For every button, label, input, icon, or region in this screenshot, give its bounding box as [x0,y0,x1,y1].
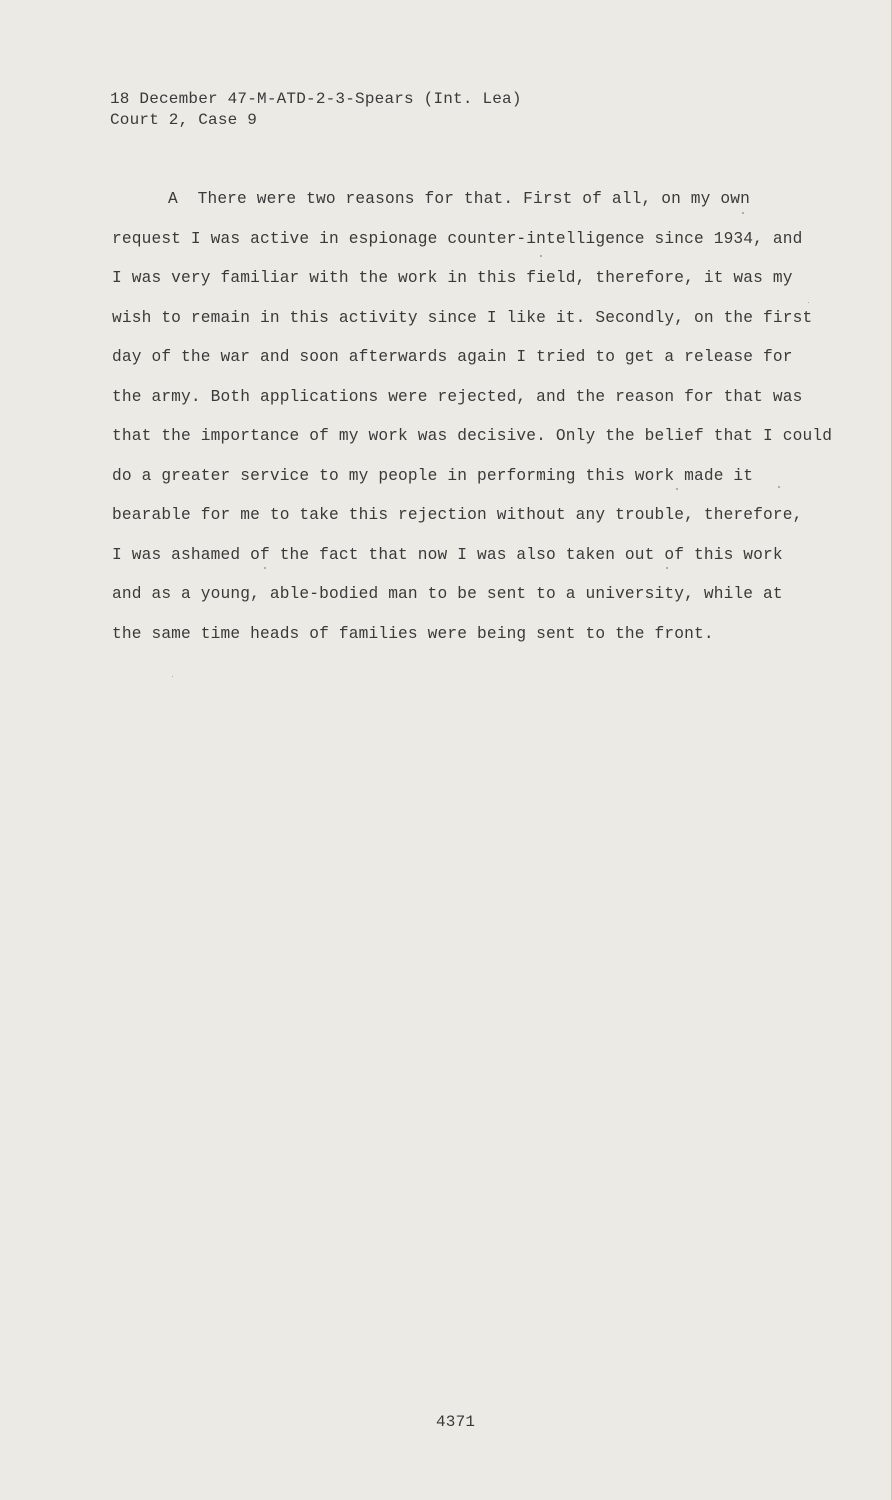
document-header [110,89,522,131]
text-line: bearable for me to take this rejection without any trouble, therefore, [112,506,803,524]
text-line: A There were two reasons for that. First of all, on my own [168,190,750,208]
text-line: that the importance of my work was decisive. Only the belief that I could [112,427,833,445]
text-line: request I was active in espionage counter-intelligence since 1934, and [112,229,803,248]
text-line: and as a young, able-bodied man to be sent to a university, while at [112,585,783,603]
text-line: the same time heads of families were being sent to the front. [112,624,714,643]
text-line: do a greater service to my people in performing this work made it [112,466,754,485]
text-line: the army. Both applications were rejected, and the reason for that was [112,387,803,406]
paper-speck [742,212,744,214]
paper-speck [808,302,809,303]
paper-speck [172,676,173,677]
page-number: 4371 [436,1413,476,1431]
text-line: I was ashamed of the fact that now I was also taken out of this work [112,545,783,564]
paper-speck [666,567,668,569]
paper-speck [778,486,780,488]
paper-speck [676,488,678,490]
testimony-text [112,186,842,660]
text-line: day of the war and soon afterwards again I tried to get a release for [112,348,793,366]
header-court-case: Court 2, Case 9 [110,111,258,129]
paper-speck [540,255,542,257]
text-line: wish to remain in this activity since I like it. Secondly, on the first [112,308,813,327]
text-line: I was very familiar with the work in this field, therefore, it was my [112,269,793,287]
header-date-reference: 18 December 47-M-ATD-2-3-Spears (Int. Lea) [110,90,522,108]
paper-speck [264,567,266,569]
